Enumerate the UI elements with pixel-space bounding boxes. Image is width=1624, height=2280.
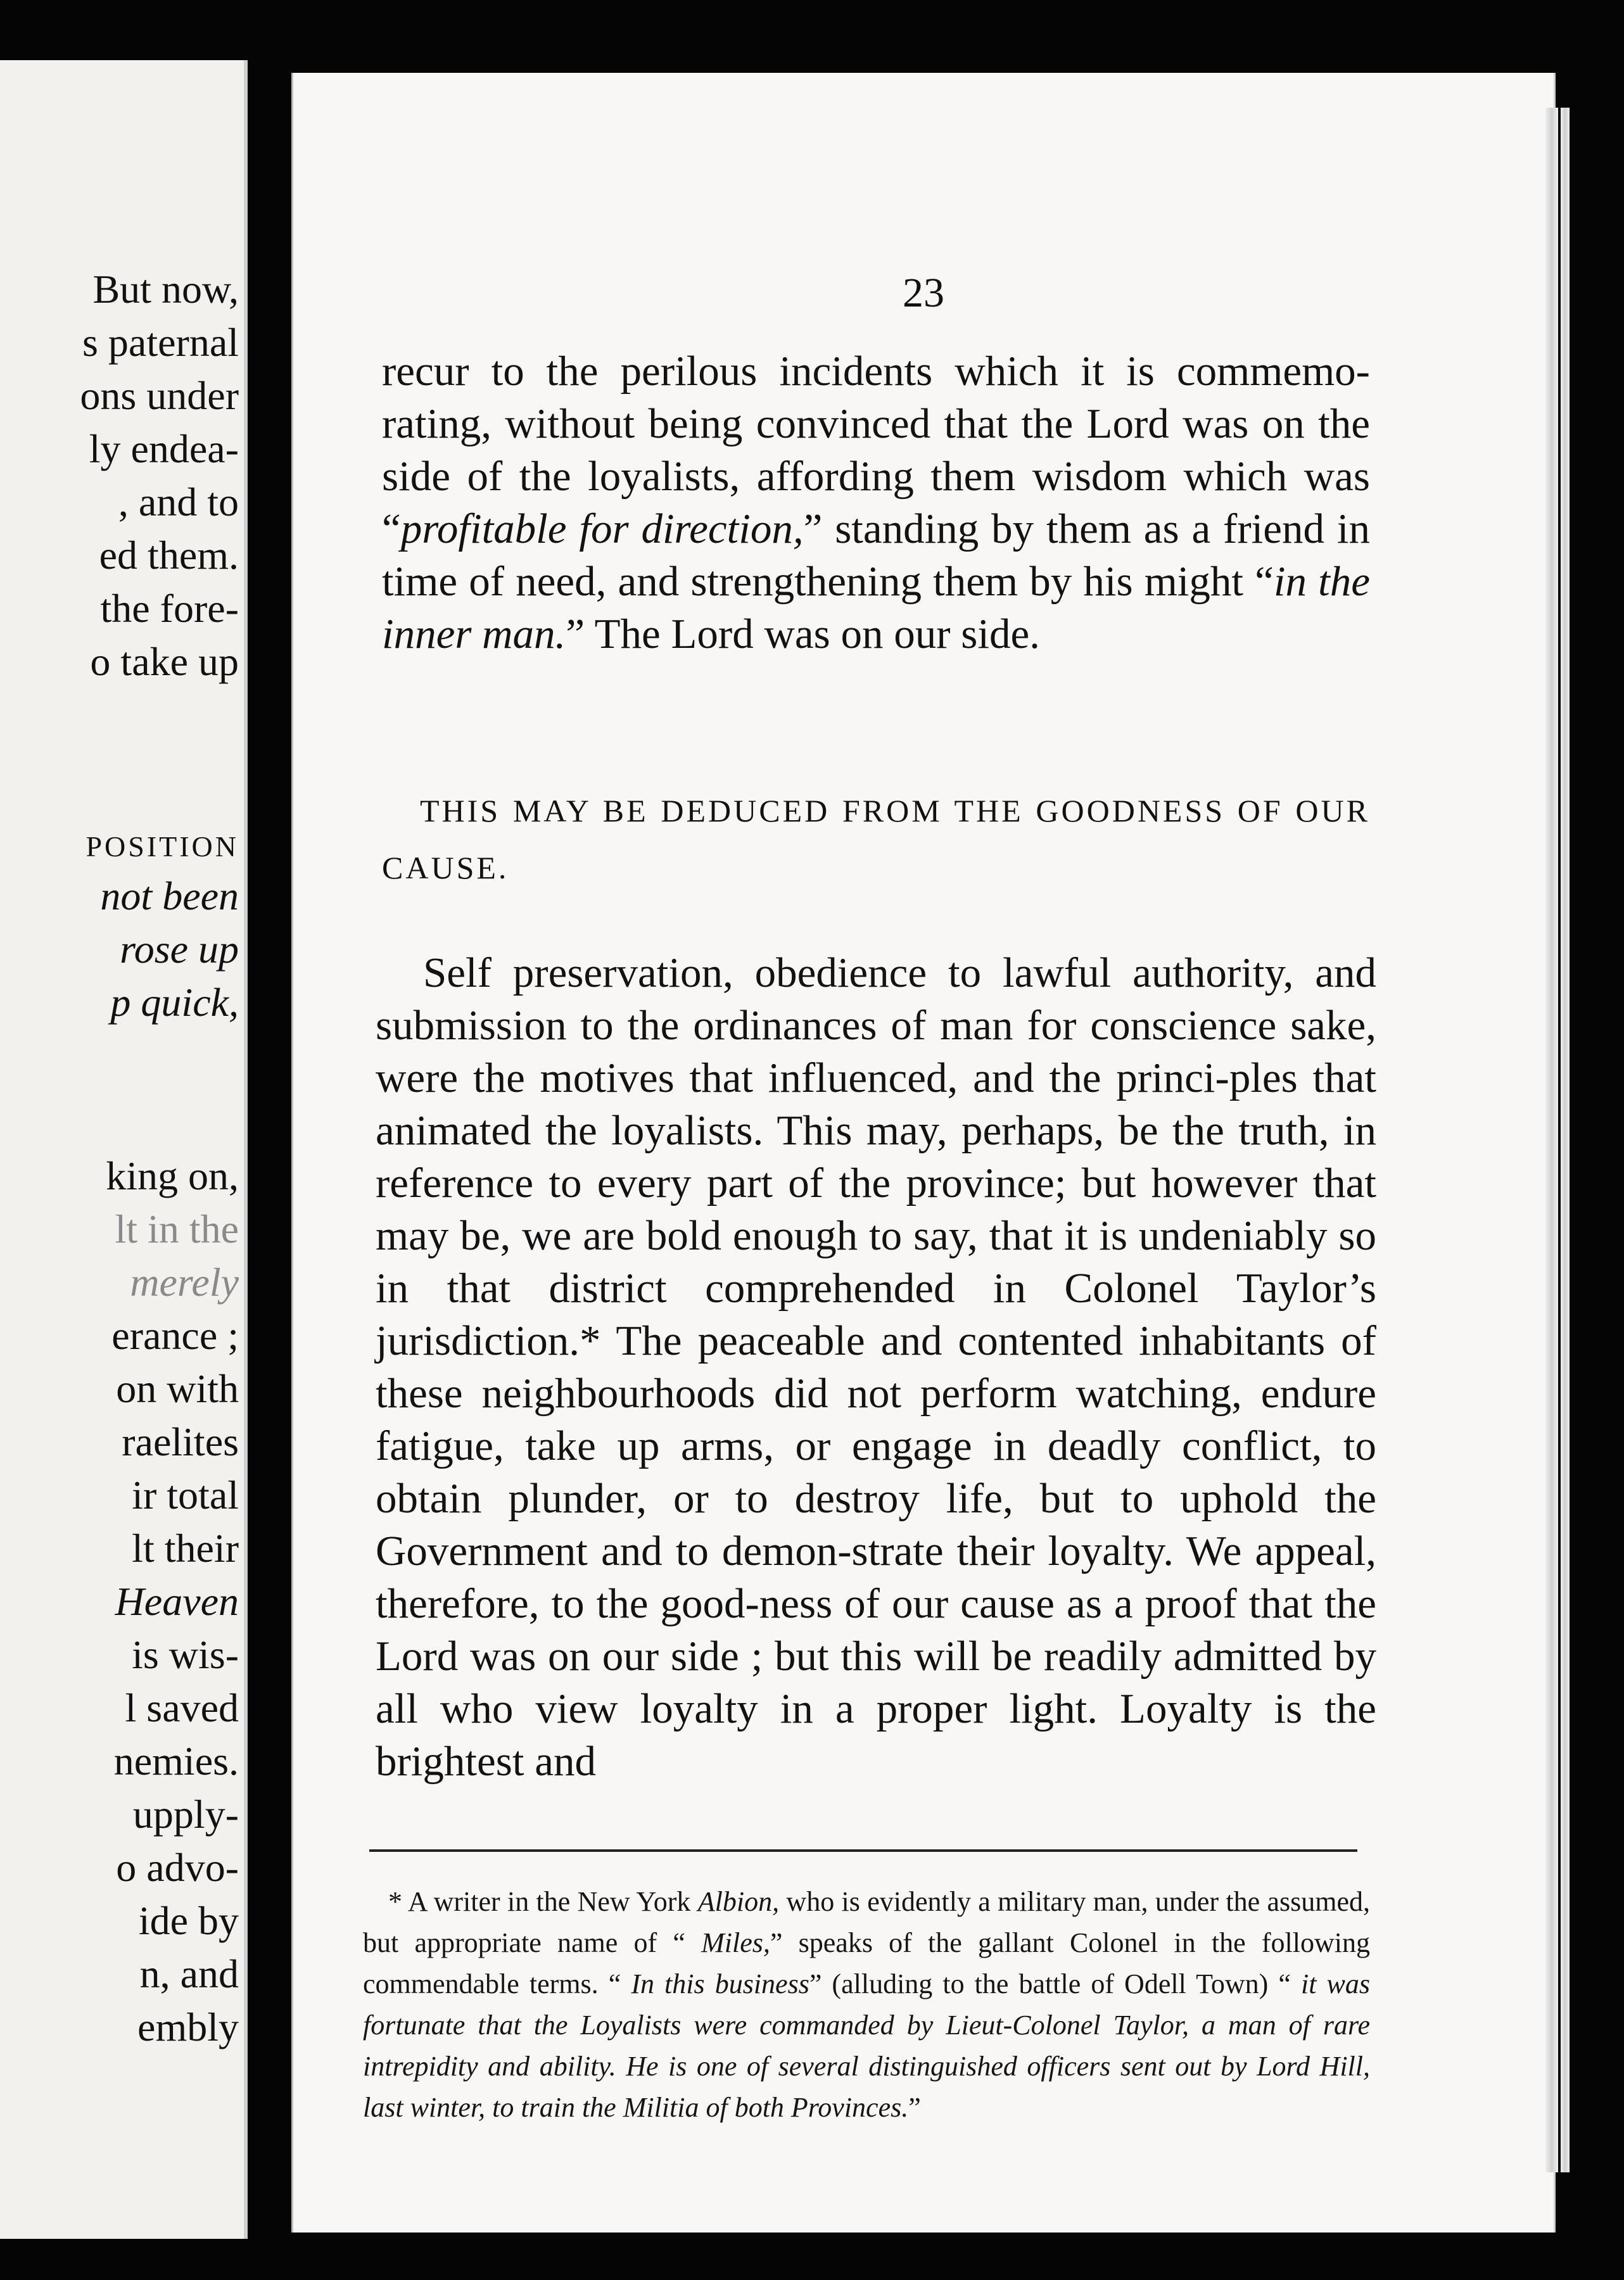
left-line: s paternal bbox=[82, 320, 239, 365]
left-line: o advo- bbox=[116, 1845, 239, 1890]
footnote-text: ” (alluding to the battle of Odell Town) “ bbox=[809, 1968, 1301, 1999]
footnote-text: * A writer in the New York bbox=[388, 1886, 698, 1917]
left-line: ide by bbox=[138, 1898, 239, 1943]
footnote-italic: it was fortunate that the Loyalists were commanded by Lieut-Colonel Taylor, a man of rare intrepidity and ability. He is one of several distinguished officers sent out by Lord Hill, last winter, to train the Militia of both Provinces. bbox=[363, 1968, 1370, 2123]
para1-italic: in the inner man. bbox=[382, 558, 1370, 657]
left-line: POSITION bbox=[86, 830, 239, 863]
page-number: 23 bbox=[903, 270, 944, 316]
left-line: not been bbox=[100, 873, 239, 918]
left-line: nemies. bbox=[113, 1738, 239, 1783]
left-line: upply- bbox=[132, 1792, 239, 1837]
left-line: lt in the bbox=[115, 1206, 239, 1251]
footnote bbox=[363, 1881, 1370, 2128]
body-paragraph: Self preservation, obedience to lawful authority, and submission to the ordinances of man for conscience sake, were the motives that influenced, and the princi-ples that animated the loyalists. This may, perhaps, be the truth, in reference to every part of the province; but however that may be, we are bold enough to say, that it is undeniably so in that district comprehended in Colonel Taylor’s jurisdiction.* The peaceable and contented inhabitants of these neighbourhoods did not perform watching, endure fatigue, take up arms, or engage in deadly conflict, to obtain plunder, or to destroy life, but to uphold the Government and to demon-strate their loyalty. We appeal, therefore, to the good-ness of our cause as a proof that the Lord was on our side ; but this will be readily admitted by all who view loyalty in a proper light. Loyalty is the brightest and bbox=[376, 949, 1376, 1785]
para1-text: ” standing by them as a friend in time of need, and strengthening them by his might “ bbox=[382, 505, 1370, 605]
footnote-text: who is evidently a military man, under the assumed, but appropriate name of “ bbox=[363, 1886, 1370, 1958]
left-line: n, and bbox=[139, 1951, 239, 1996]
left-line: rose up bbox=[120, 927, 239, 972]
section-heading: THIS MAY BE DEDUCED FROM THE GOODNESS OF OUR CAUSE. bbox=[382, 793, 1370, 885]
left-line: the fore- bbox=[100, 586, 239, 631]
left-line: Heaven bbox=[115, 1579, 239, 1624]
left-line: o take up bbox=[90, 639, 239, 684]
footnote-italic: Miles, bbox=[701, 1927, 770, 1958]
left-line: embly bbox=[137, 2004, 239, 2049]
left-line: merely bbox=[130, 1260, 239, 1305]
footnote-italic: In this business bbox=[631, 1968, 809, 1999]
left-line: king on, bbox=[106, 1153, 239, 1198]
left-line: ons under bbox=[80, 373, 239, 418]
footnote-text: ” bbox=[908, 2092, 921, 2123]
page-edge bbox=[1545, 108, 1558, 2172]
left-line: ly endea- bbox=[89, 426, 239, 471]
left-line: But now, bbox=[92, 267, 239, 312]
footnote-rule bbox=[369, 1849, 1357, 1852]
left-line: l saved bbox=[125, 1685, 239, 1730]
left-page bbox=[0, 60, 248, 2239]
para1-text: recur to the perilous incidents which it is commemo-rating, without being convinced that the Lord was on the side of the loyalists, affording them wisdom which was “ bbox=[382, 348, 1370, 552]
left-line: ed them. bbox=[99, 533, 239, 578]
left-line: erance ; bbox=[111, 1313, 239, 1358]
left-line: on with bbox=[116, 1366, 239, 1411]
paragraph-continuation bbox=[382, 345, 1370, 661]
footnote-italic: Albion, bbox=[697, 1886, 780, 1917]
left-line: p quick, bbox=[110, 980, 239, 1025]
left-line: is wis- bbox=[132, 1632, 239, 1677]
left-line: raelites bbox=[122, 1419, 239, 1464]
footnote-text: ” speaks of the gallant Colonel in the following commendable terms. “ bbox=[363, 1927, 1371, 1999]
left-line: , and to bbox=[118, 479, 239, 524]
left-line: ir total bbox=[132, 1472, 239, 1517]
para1-italic: profitable for direction, bbox=[400, 505, 804, 552]
para1-text: ” The Lord was on our side. bbox=[566, 611, 1040, 657]
left-line: lt their bbox=[132, 1526, 239, 1571]
page-edge bbox=[1561, 108, 1570, 2172]
right-page bbox=[291, 73, 1556, 2232]
